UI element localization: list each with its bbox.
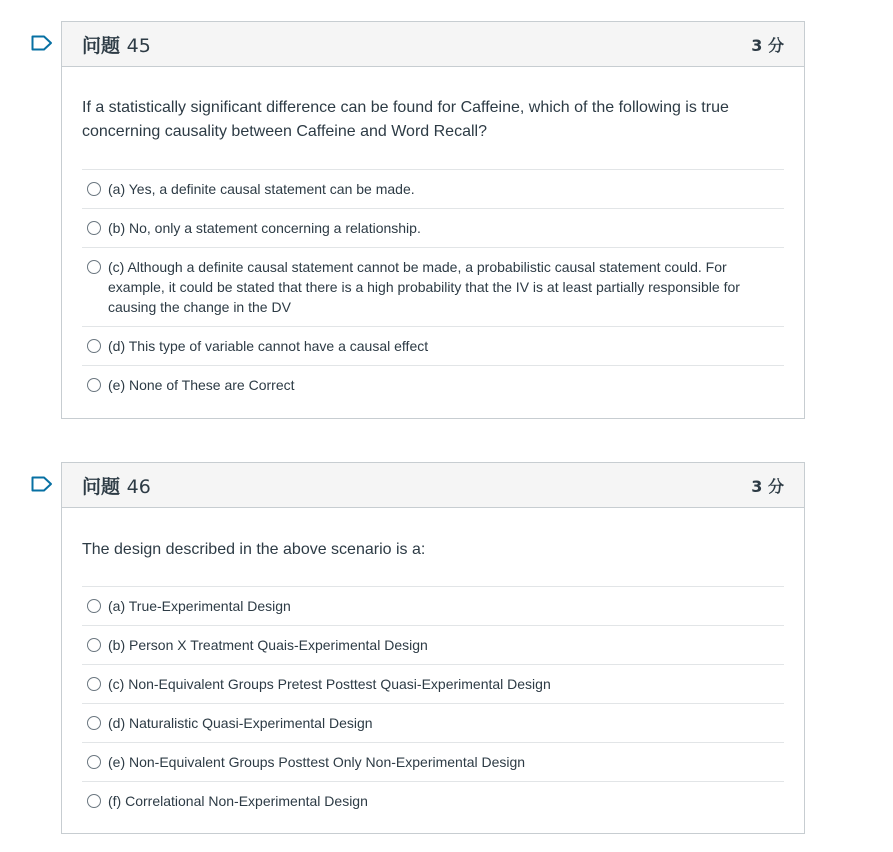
question-number: 45 bbox=[126, 34, 151, 57]
answer-list bbox=[82, 586, 784, 820]
question-number: 46 bbox=[126, 475, 151, 498]
question-header bbox=[62, 22, 804, 67]
question-title bbox=[82, 31, 151, 58]
flag-question-45-icon[interactable] bbox=[31, 35, 53, 51]
radio-icon[interactable] bbox=[87, 339, 101, 353]
radio-icon[interactable] bbox=[87, 378, 101, 392]
radio-icon[interactable] bbox=[87, 638, 101, 652]
question-45 bbox=[61, 21, 805, 419]
answer-label: (e) None of These are Correct bbox=[108, 377, 295, 393]
answer-option[interactable] bbox=[82, 742, 784, 781]
answer-option[interactable] bbox=[82, 781, 784, 820]
answer-option[interactable] bbox=[82, 586, 784, 625]
question-body bbox=[62, 96, 804, 404]
answer-label: (a) Yes, a definite causal statement can be made. bbox=[108, 181, 415, 197]
answer-label: (b) No, only a statement concerning a relationship. bbox=[108, 220, 421, 236]
question-text: If a statistically significant difference can be found for Caffeine, which of the following is true concerning causality between Caffeine and Word Recall? bbox=[82, 99, 729, 140]
answer-label: (e) Non-Equivalent Groups Posttest Only Non-Experimental Design bbox=[108, 754, 526, 770]
question-title-prefix: 问题 bbox=[82, 34, 121, 57]
answer-option[interactable] bbox=[82, 326, 784, 365]
answer-list bbox=[82, 169, 784, 404]
question-text: The design described in the above scenario is a: bbox=[82, 541, 426, 558]
answer-option[interactable] bbox=[82, 169, 784, 208]
flag-question-46-icon[interactable] bbox=[31, 476, 53, 492]
radio-icon[interactable] bbox=[87, 182, 101, 196]
question-46 bbox=[61, 462, 805, 834]
answer-option[interactable] bbox=[82, 365, 784, 404]
answer-option[interactable] bbox=[82, 664, 784, 703]
answer-option[interactable] bbox=[82, 625, 784, 664]
answer-label: (c) Although a definite causal statement cannot be made, a probabilistic causal statement could. For example, it could be stated that there is a high probability that the IV is at least partially responsible for causing the change in the DV bbox=[108, 259, 740, 315]
question-title bbox=[82, 472, 151, 499]
radio-icon[interactable] bbox=[87, 599, 101, 613]
answer-label: (c) Non-Equivalent Groups Pretest Posttest Quasi-Experimental Design bbox=[108, 676, 551, 692]
question-body bbox=[62, 538, 804, 820]
answer-label: (f) Correlational Non-Experimental Design bbox=[108, 793, 368, 809]
question-header bbox=[62, 463, 804, 508]
radio-icon[interactable] bbox=[87, 755, 101, 769]
question-title-prefix: 问题 bbox=[82, 475, 121, 498]
answer-label: (d) Naturalistic Quasi-Experimental Design bbox=[108, 715, 373, 731]
radio-icon[interactable] bbox=[87, 221, 101, 235]
answer-option[interactable] bbox=[82, 247, 784, 326]
answer-label: (b) Person X Treatment Quais-Experimental Design bbox=[108, 637, 428, 653]
question-points: 3 分 bbox=[751, 476, 784, 496]
answer-label: (d) This type of variable cannot have a causal effect bbox=[108, 338, 429, 354]
radio-icon[interactable] bbox=[87, 716, 101, 730]
answer-option[interactable] bbox=[82, 208, 784, 247]
question-points: 3 分 bbox=[751, 35, 784, 55]
answer-label: (a) True-Experimental Design bbox=[108, 598, 291, 614]
radio-icon[interactable] bbox=[87, 794, 101, 808]
radio-icon[interactable] bbox=[87, 260, 101, 274]
answer-option[interactable] bbox=[82, 703, 784, 742]
radio-icon[interactable] bbox=[87, 677, 101, 691]
